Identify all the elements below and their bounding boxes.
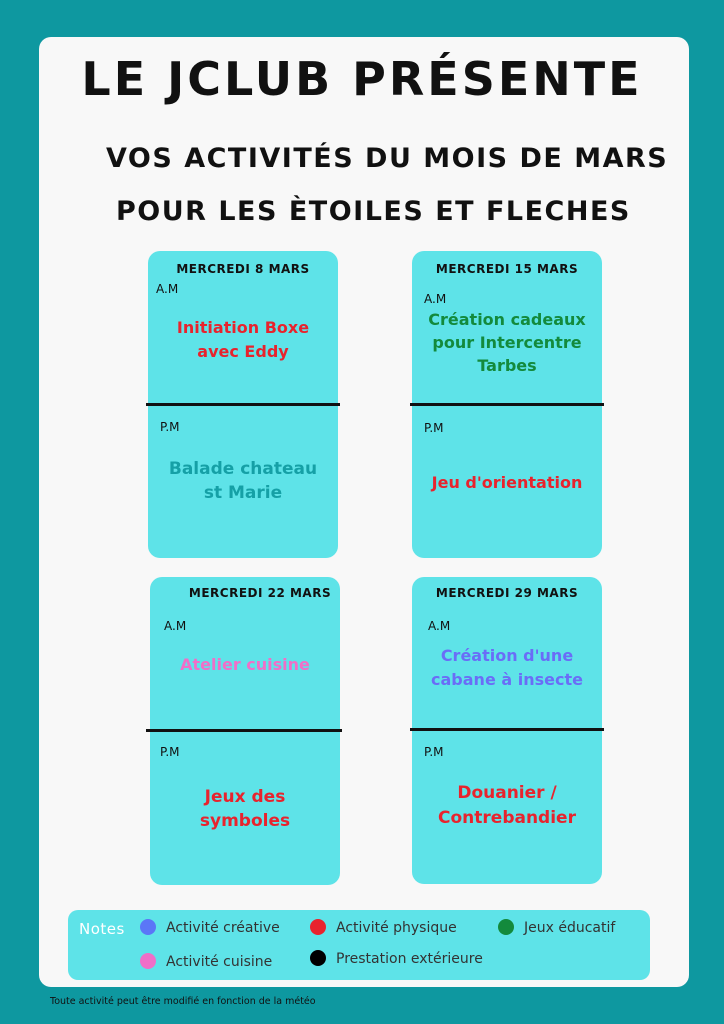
legend-panel [68, 910, 650, 980]
blue-dot-icon [140, 919, 156, 935]
legend-item-educational [498, 919, 615, 936]
am-label: A.M [424, 292, 447, 306]
legend-label: Activité physique [336, 920, 457, 936]
footer-note: Toute activité peut être modifié en fonction de la météo [50, 996, 316, 1007]
card-date: MERCREDI 29 MARS [435, 586, 579, 600]
card-divider [146, 729, 342, 732]
activity-card-29-mars [412, 577, 602, 884]
red-dot-icon [310, 919, 326, 935]
legend-item-external [310, 950, 483, 967]
pm-label: P.M [160, 420, 180, 434]
pm-label: P.M [424, 421, 444, 435]
legend-label: Jeux éducatif [524, 920, 616, 936]
green-dot-icon [498, 919, 514, 935]
legend-label: Prestation extérieure [336, 951, 483, 967]
legend-title: Notes [79, 920, 125, 938]
pink-dot-icon [140, 953, 156, 969]
legend-item-cooking [140, 953, 272, 970]
pm-activity: Jeu d'orientation [431, 473, 583, 492]
card-divider [410, 403, 604, 406]
legend-label: Activité créative [166, 920, 280, 936]
pm-label: P.M [160, 745, 180, 759]
am-activity: Initiation Boxe avec Eddy [176, 318, 310, 361]
card-date: MERCREDI 8 MARS [176, 262, 310, 276]
am-label: A.M [164, 619, 187, 633]
card-date: MERCREDI 15 MARS [435, 262, 579, 276]
card-divider [146, 403, 340, 406]
am-label: A.M [428, 619, 451, 633]
card-divider [410, 728, 604, 731]
am-label: A.M [156, 282, 179, 296]
subtitle-line-1: VOS ACTIVITÉS DU MOIS DE MARS [106, 143, 669, 174]
pm-activity: Balade chateau st Marie [168, 459, 318, 503]
black-dot-icon [310, 950, 326, 966]
activity-card-15-mars [412, 251, 602, 558]
card-date: MERCREDI 22 MARS [188, 586, 332, 600]
pm-activity: Douanier / Contrebandier [438, 783, 576, 828]
am-activity: Création d'une cabane à insecte [431, 646, 583, 689]
legend-label: Activité cuisine [166, 954, 273, 970]
activity-card-22-mars [150, 577, 340, 885]
activity-card-8-mars [148, 251, 338, 558]
page-title: LE JCLUB PRÉSENTE [81, 52, 643, 106]
legend-item-physical [310, 919, 457, 936]
pm-label: P.M [424, 745, 444, 759]
subtitle-line-2: POUR LES ÈTOILES ET FLECHES [116, 196, 631, 227]
am-activity: Atelier cuisine [180, 655, 310, 674]
am-activity: Création cadeaux pour Intercentre Tarbes [428, 310, 586, 375]
pm-activity: Jeux des symboles [199, 787, 291, 831]
legend-item-creative [140, 919, 280, 936]
